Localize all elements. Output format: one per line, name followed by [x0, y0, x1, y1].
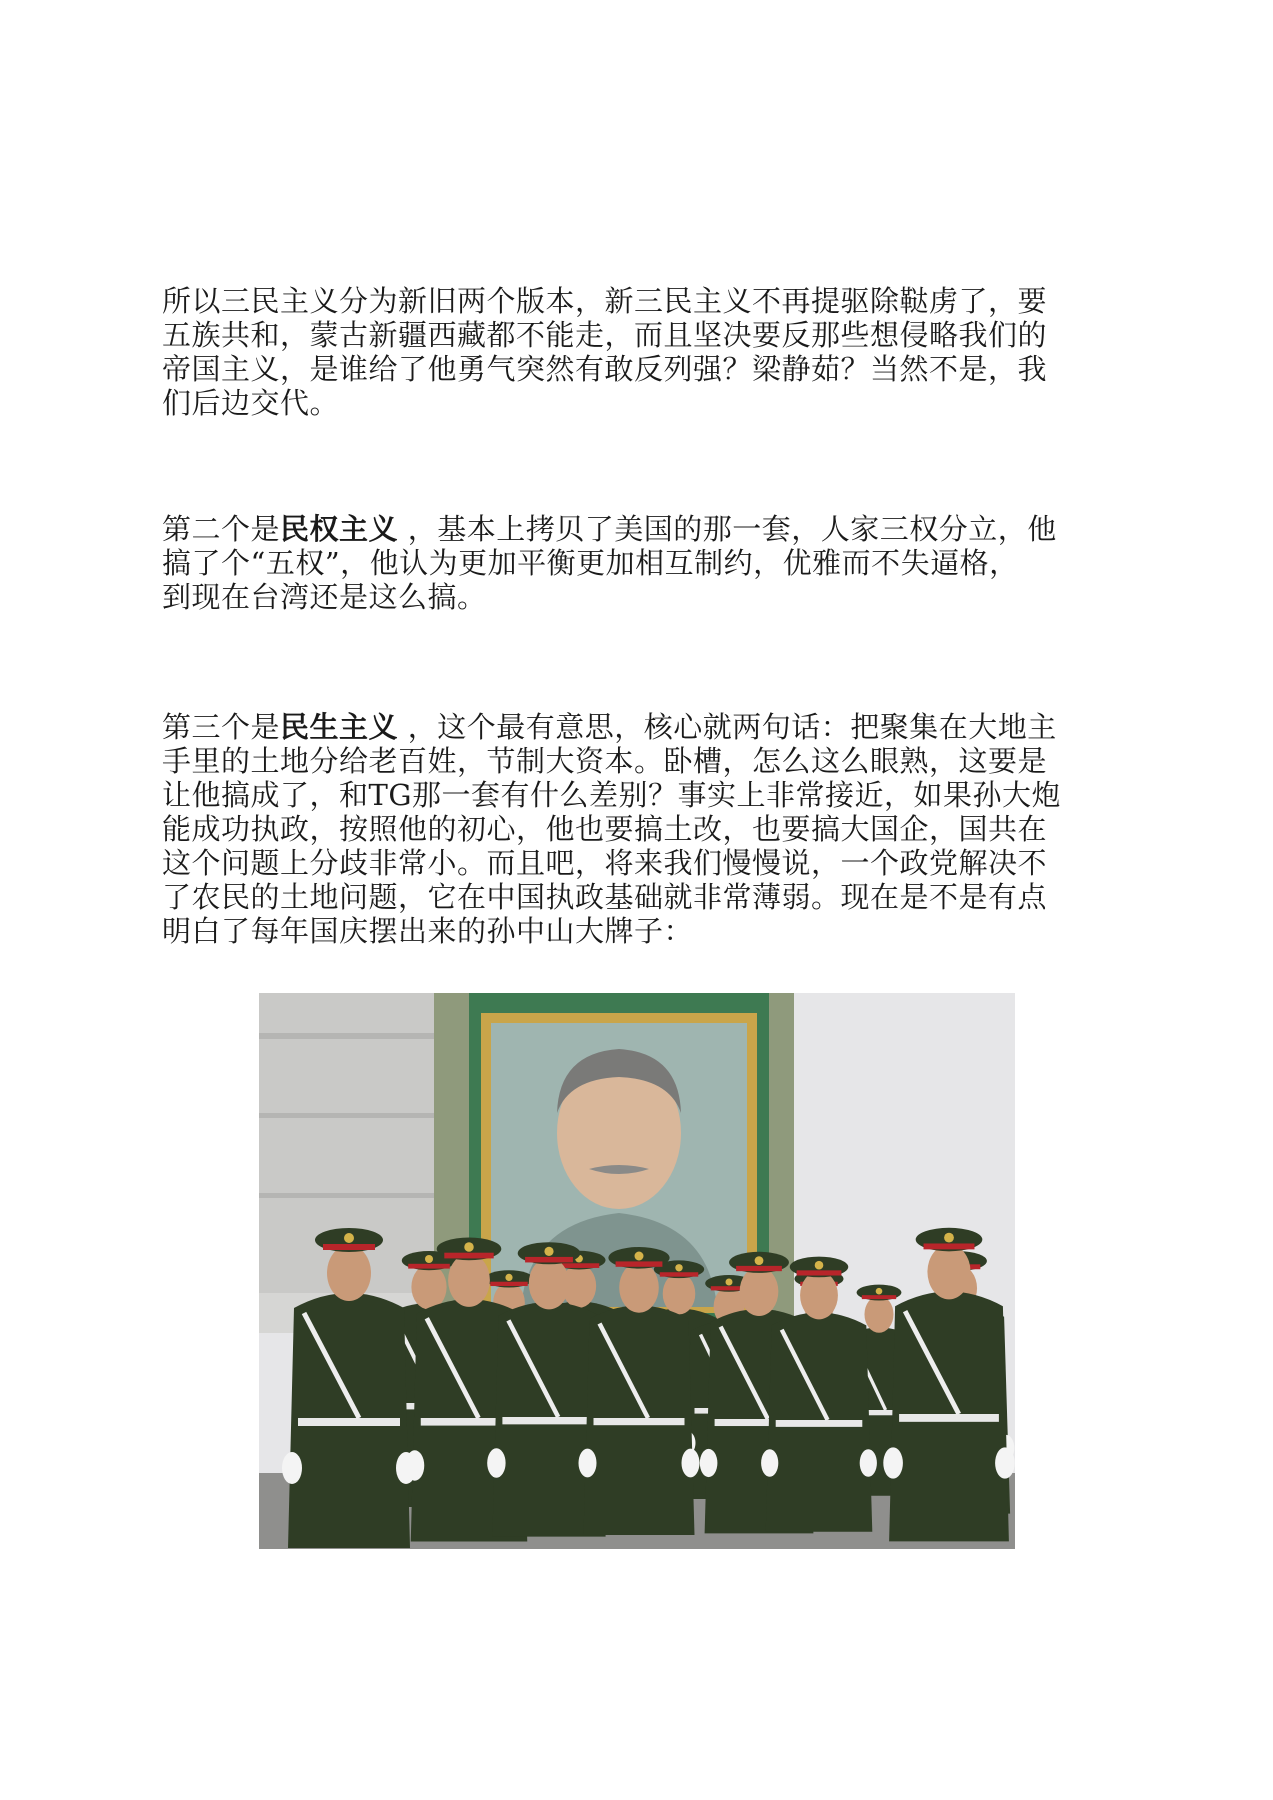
- text-line: [162, 512, 1122, 546]
- soldier-face: [619, 1262, 659, 1312]
- soldier-glove: [761, 1449, 778, 1477]
- paragraph-intro: [162, 284, 1122, 420]
- soldier-glove: [579, 1449, 597, 1478]
- text-line: 这个问题上分歧非常小。而且吧，将来我们慢慢说，一个政党解决不: [162, 846, 1048, 880]
- soldier-glove: [860, 1449, 877, 1477]
- soldier-face: [411, 1265, 446, 1310]
- soldier-face: [529, 1258, 569, 1310]
- soldier-glove: [405, 1450, 424, 1480]
- soldier-glove: [883, 1447, 903, 1478]
- text-line: 所以三民主义分为新旧两个版本，新三民主义不再提驱除鞑虏了，要: [162, 284, 1048, 318]
- text-line: 五族共和，蒙古新疆西藏都不能走，而且坚决要反那些想侵略我们的: [162, 318, 1048, 352]
- soldier-face: [927, 1244, 970, 1299]
- text-line: 帝国主义，是谁给了他勇气突然有敢反列强？梁静茹？当然不是，我: [162, 352, 1048, 386]
- lead-text: 第三个是: [162, 710, 281, 744]
- soldier-face: [327, 1245, 371, 1301]
- text-line: 手里的土地分给老百姓，节制大资本。卧槽，怎么这么眼熟，这要是: [162, 744, 1048, 778]
- soldier-glove: [995, 1447, 1015, 1478]
- soldier-face: [663, 1273, 696, 1314]
- line-rest: ，这个最有意思，核心就两句话：把聚集在大地主: [398, 710, 1057, 744]
- soldier-face: [864, 1296, 893, 1333]
- text-line: 了农民的土地问题，它在中国执政基础就非常薄弱。现在是不是有点: [162, 880, 1048, 914]
- soldier-glove: [282, 1452, 302, 1484]
- soldier-face: [448, 1254, 490, 1307]
- paragraph-minsheng: [162, 710, 1122, 948]
- soldier-glove: [682, 1449, 700, 1478]
- text-line: [162, 710, 1122, 744]
- text-line: 们后边交代。: [162, 386, 340, 420]
- soldier-face: [740, 1267, 779, 1316]
- paragraph-minquan: [162, 512, 1122, 614]
- soldier-glove: [700, 1449, 718, 1477]
- text-line: 能成功执政，按照他的初心，他也要搞土改，也要搞大国企，国共在: [162, 812, 1048, 846]
- text-line: 明白了每年国庆摆出来的孙中山大牌子：: [162, 914, 694, 948]
- soldier-face: [800, 1271, 838, 1319]
- bold-term: 民权主义: [280, 512, 399, 546]
- text-line: 搞了个“五权”，他认为更加平衡更加相互制约，优雅而不失逼格，: [162, 546, 1019, 580]
- photo-portrait-honor-guard: [259, 993, 1015, 1549]
- text-line: 到现在台湾还是这么搞。: [162, 580, 487, 614]
- text-line: 让他搞成了，和TG那一套有什么差别？事实上非常接近，如果孙大炮: [162, 778, 1062, 812]
- line-rest: ，基本上拷贝了美国的那一套，人家三权分立，他: [398, 512, 1057, 546]
- soldier-glove: [487, 1448, 505, 1477]
- lead-text: 第二个是: [162, 512, 281, 546]
- bold-term: 民生主义: [280, 710, 399, 744]
